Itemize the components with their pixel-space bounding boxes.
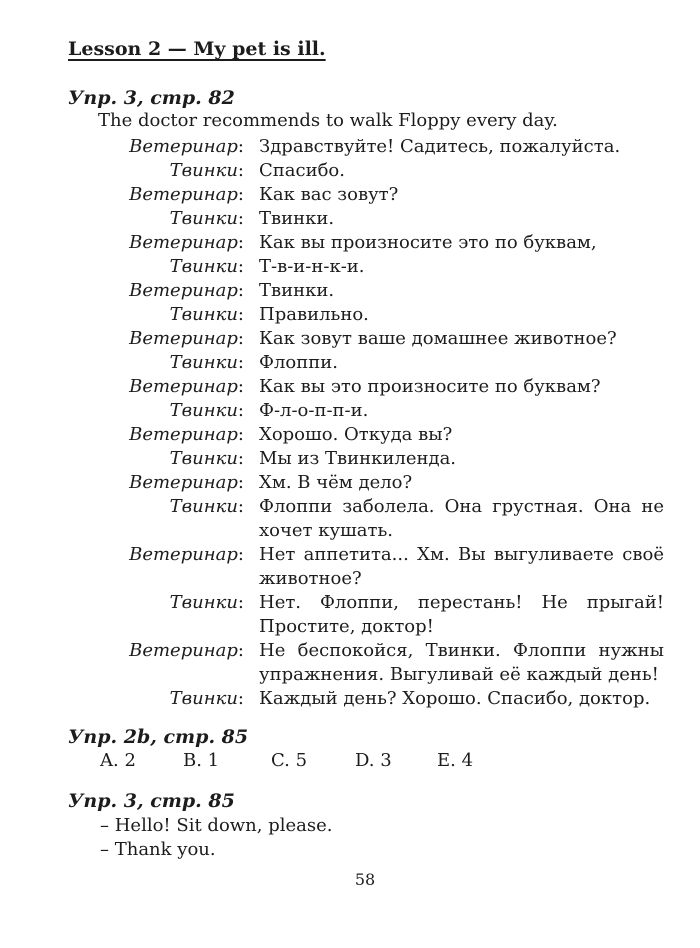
speaker: Твинки: xyxy=(169,592,244,613)
speech: Хорошо. Откуда вы? xyxy=(259,424,453,445)
answer-item: A. 2 xyxy=(100,750,136,771)
speech: Флоппи. xyxy=(259,352,338,373)
dialogue-line xyxy=(0,279,700,303)
speech: Т-в-и-н-к-и. xyxy=(259,256,365,277)
dialogue xyxy=(0,135,700,711)
speaker: Ветеринар: xyxy=(129,280,244,301)
speech: Здравствуйте! Садитесь, пожалуйста. xyxy=(259,136,621,157)
dialogue-line xyxy=(0,327,700,351)
dialogue-line xyxy=(0,423,700,447)
speech: Мы из Твинкиленда. xyxy=(259,448,457,469)
speech: Твинки. xyxy=(259,208,335,229)
speech: Спасибо. xyxy=(259,160,345,181)
speaker: Твинки: xyxy=(169,208,244,229)
speaker: Ветеринар: xyxy=(129,136,244,157)
answer-item: C. 5 xyxy=(271,750,308,771)
dialogue-line xyxy=(0,135,700,159)
speech: Твинки. xyxy=(259,280,335,301)
speaker: Ветеринар: xyxy=(129,544,244,565)
dialogue-dash-line: – Thank you. xyxy=(100,839,216,860)
speaker: Твинки: xyxy=(169,256,244,277)
speech: Ф-л-о-п-п-и. xyxy=(259,400,369,421)
speech: Как зовут ваше домашнее животное? xyxy=(259,328,617,349)
dialogue-line xyxy=(0,687,700,711)
speaker: Твинки: xyxy=(169,352,244,373)
speech: Нет. Флоппи, перестань! Не прыгай! Простите, доктор! xyxy=(259,592,664,637)
dialogue-line xyxy=(0,447,700,471)
dialogue-line xyxy=(0,375,700,399)
exercise-heading-3: Упр. 3, стр. 85 xyxy=(68,790,235,812)
speech: Правильно. xyxy=(259,304,369,325)
dialogue-line xyxy=(0,255,700,279)
speaker: Твинки: xyxy=(169,448,244,469)
speech: Нет аппетита... Хм. Вы выгуливаете своё животное? xyxy=(259,544,664,589)
speaker: Твинки: xyxy=(169,304,244,325)
exercise-heading-2: Упр. 2b, стр. 85 xyxy=(68,726,249,748)
speaker: Ветеринар: xyxy=(129,424,244,445)
dialogue-line xyxy=(0,543,700,591)
dialogue-line xyxy=(0,231,700,255)
dialogue-line xyxy=(0,591,700,639)
dialogue-line xyxy=(0,495,700,543)
speaker: Ветеринар: xyxy=(129,376,244,397)
speaker: Твинки: xyxy=(169,400,244,421)
answer-item: D. 3 xyxy=(355,750,392,771)
dialogue-line xyxy=(0,399,700,423)
speech: Не беспокойся, Твинки. Флоппи нужны упражнения. Выгуливай её каждый день! xyxy=(259,640,664,685)
speaker: Ветеринар: xyxy=(129,640,244,661)
speaker: Ветеринар: xyxy=(129,184,244,205)
speaker: Твинки: xyxy=(169,688,244,709)
dialogue-line xyxy=(0,471,700,495)
speaker: Ветеринар: xyxy=(129,328,244,349)
dialogue-line xyxy=(0,159,700,183)
dialogue-line xyxy=(0,207,700,231)
exercise-heading-1: Упр. 3, стр. 82 xyxy=(68,87,235,109)
exercise-intro: The doctor recommends to walk Floppy every day. xyxy=(98,110,558,131)
speech: Флоппи заболела. Она грустная. Она не хочет кушать. xyxy=(259,496,664,541)
speech: Как вы произносите это по буквам, xyxy=(259,232,597,253)
dialogue-dash-line: – Hello! Sit down, please. xyxy=(100,815,333,836)
speech: Как вас зовут? xyxy=(259,184,399,205)
dialogue-line xyxy=(0,639,700,687)
dialogue-line xyxy=(0,303,700,327)
lesson-title: Lesson 2 — My pet is ill. xyxy=(68,38,326,60)
speaker: Ветеринар: xyxy=(129,472,244,493)
speaker: Твинки: xyxy=(169,160,244,181)
answer-item: B. 1 xyxy=(183,750,220,771)
speech: Каждый день? Хорошо. Спасибо, доктор. xyxy=(259,688,651,709)
speaker: Ветеринар: xyxy=(129,232,244,253)
page-number: 58 xyxy=(354,870,376,889)
dialogue-line xyxy=(0,183,700,207)
dialogue-line xyxy=(0,351,700,375)
speech: Как вы это произносите по буквам? xyxy=(259,376,601,397)
speaker: Твинки: xyxy=(169,496,244,517)
speech: Хм. В чём дело? xyxy=(259,472,413,493)
answer-list xyxy=(100,750,473,771)
answer-item: E. 4 xyxy=(437,750,474,771)
